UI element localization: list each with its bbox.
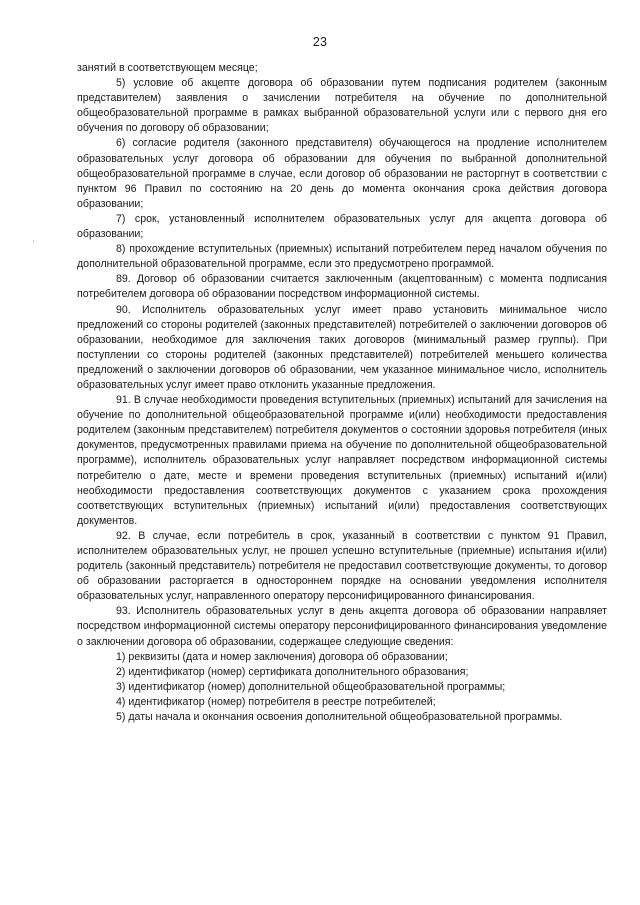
list-item-1: 1) реквизиты (дата и номер заключения) договора об образовании; <box>116 650 448 663</box>
paragraph-item-8: 8) прохождение вступительных (приемных) испытаний потребителем перед началом обучения по дополнительной образовательной программе, если это предусмотрено программой. <box>77 243 607 271</box>
paragraph-continuation: занятий в соответствующем месяце; <box>77 62 258 74</box>
paragraph-92: 92. В случае, если потребитель в срок, указанный в соответствии с пунктом 91 Правил, исполнителем образовательных услуг, не прошел успешно вступительные (приемные) испытания и(или) родитель (законный представитель) потребителя не предоставил соответствующие документы, то договор об образовании расторгается в одностороннем порядке на основании уведомления исполнителя образовательных услуг, направленного оператору персонифицированного финансирования. <box>77 529 607 603</box>
list-item-3: 3) идентификатор (номер) дополнительной общеобразовательной программы; <box>116 680 506 693</box>
scan-margin-mark <box>33 240 34 243</box>
paragraph-93: 93. Исполнитель образовательных услуг в день акцепта договора об образовании направляет посредством информационной системы оператору персонифицированного финансирования уведомление о заключении договора об образовании, содержащее следующие сведения: <box>77 605 607 648</box>
paragraph-item-6: 6) согласие родителя (законного представителя) обучающегося на продление исполнителем образовательных услуг договора об образовании для обучения по выбранной дополнительной общеобразовательной программе в случае, если договор об образовании не расторгнут в соответствии с пунктом 96 Правил по состоянию на 20 день до момента окончания срока действия договора образовании; <box>77 137 607 210</box>
paragraph-90: 90. Исполнитель образовательных услуг имеет право установить минимальное число предложений со стороны родителей (законных представителей) потребителей о заключении договоров об образовании, необходимое для заключения таких договоров (минимальный размер группы). При поступлении со стороны родителей (законных представителей) потребителей меньшего количества предложений о заключении договоров об образовании, чем указанное минимальное число, исполнитель образовательных услуг имеет право отклонить указанные предложения. <box>77 303 607 391</box>
list-item-5: 5) даты начала и окончания освоения дополнительной общеобразовательной программы. <box>116 711 563 724</box>
list-item-2: 2) идентификатор (номер) сертификата дополнительного образования; <box>116 665 469 678</box>
paragraph-item-7: 7) срок, установленный исполнителем образовательных услуг для акцепта договора об образовании; <box>77 212 607 241</box>
list-item-4: 4) идентификатор (номер) потребителя в реестре потребителей; <box>116 695 436 708</box>
paragraph-89: 89. Договор об образовании считается заключенным (акцептованным) с момента подписания потребителем договора об образовании посредством информационной системы. <box>77 273 607 301</box>
paragraph-item-5: 5) условие об акцепте договора об образовании путем подписания родителем (законным представителем) заявления о зачислении потребителя на обучение по дополнительной общеобразовательной программе в рамках выбранной образовательной услуги или с первого дня его обучения по договору об образовании; <box>77 77 607 135</box>
paragraph-91: 91. В случае необходимости проведения вступительных (приемных) испытаний для зачисления на обучение по дополнительной общеобразовательной программе и(или) необходимости предоставления родителем (законным представителем) потребителя документов о состоянии здоровья потребителя (иных документов, предусмотренных правилами приема на обучение по дополнительной общеобразовательной программе), исполнитель образовательных услуг направляет посредством информационной системы потребителю о дате, месте и времени проведения вступительных (приемных) испытаний и(или) необходимости предоставления соответствующих документов с указанием срока прохождения соответствующих вступительных (приемных) испытаний и(или) предоставления соответствующих документов. <box>77 394 607 527</box>
page-number: 23 <box>312 35 328 49</box>
document-body <box>77 61 607 725</box>
